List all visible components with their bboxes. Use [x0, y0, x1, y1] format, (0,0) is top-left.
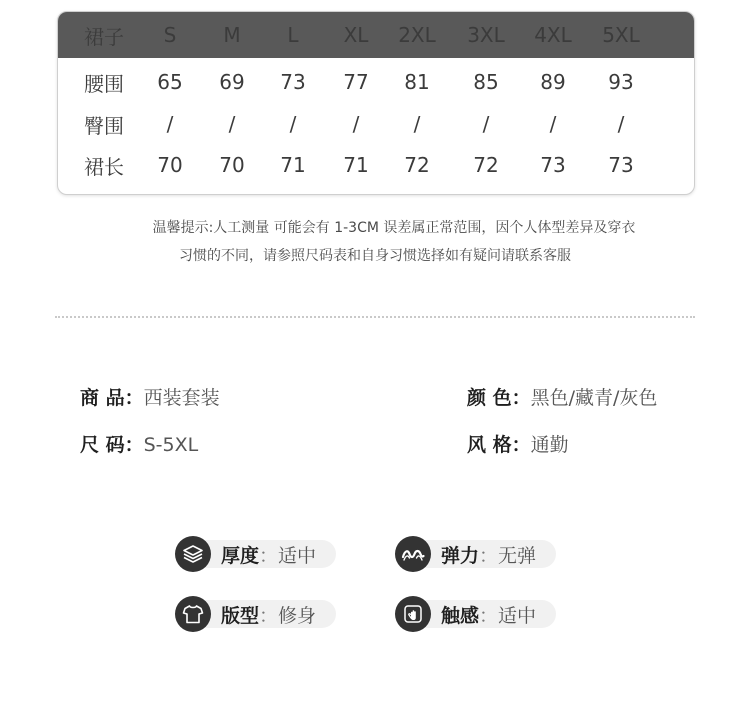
attr-thickness — [175, 537, 316, 571]
layers-icon — [175, 536, 211, 572]
info-product — [80, 386, 220, 410]
table-cell: / — [413, 112, 421, 136]
header-cell: M — [223, 23, 241, 47]
info-label: 商 品： — [80, 387, 144, 409]
info-style — [467, 433, 569, 457]
table-cell: / — [352, 112, 360, 136]
attr-text: 触感：适中 — [441, 604, 537, 627]
table-cell: 85 — [473, 70, 499, 94]
info-label: 尺 码： — [80, 434, 144, 456]
table-row-waist — [58, 62, 694, 102]
table-cell: / — [289, 112, 297, 136]
tips-line: 习惯的不同，请参照尺码表和自身习惯选择如有疑问请联系客服 — [179, 248, 571, 264]
table-cell: 89 — [540, 70, 566, 94]
measurement-tips — [0, 214, 750, 270]
header-cell: L — [287, 23, 299, 47]
attr-label: 弹力 — [441, 544, 480, 567]
attr-touch — [395, 597, 536, 631]
info-value: 西装套装 — [143, 387, 220, 409]
table-row-hip — [58, 104, 694, 144]
table-cell: / — [617, 112, 625, 136]
attr-fit — [175, 597, 316, 631]
header-cell: S — [163, 23, 177, 47]
table-cell: 腰围 — [84, 71, 124, 96]
info-color — [467, 386, 657, 410]
table-cell: / — [549, 112, 557, 136]
table-cell: 93 — [608, 70, 634, 94]
dotted-divider — [55, 316, 695, 318]
attr-value: 无弹 — [498, 544, 537, 567]
table-cell: 臀围 — [84, 113, 124, 138]
attr-value: 适中 — [278, 544, 317, 567]
hand-touch-icon — [395, 596, 431, 632]
header-cell: 3XL — [467, 23, 505, 47]
table-row-length — [58, 145, 694, 185]
table-cell: 72 — [404, 153, 430, 177]
info-size — [80, 433, 198, 457]
header-cell: 2XL — [398, 23, 436, 47]
attr-label: 触感 — [441, 604, 480, 627]
attr-label: 版型 — [221, 604, 260, 627]
table-cell: 71 — [280, 153, 306, 177]
attr-value: 适中 — [498, 604, 537, 627]
info-label: 颜 色： — [467, 387, 531, 409]
attr-label: 厚度 — [221, 544, 260, 567]
attr-value: 修身 — [278, 604, 317, 627]
size-table-header — [58, 12, 694, 58]
header-cell: XL — [343, 23, 369, 47]
attr-text: 厚度：适中 — [221, 544, 317, 567]
table-cell: / — [228, 112, 236, 136]
tshirt-icon — [175, 596, 211, 632]
tips-line: 温馨提示:人工测量 可能会有 1-3CM 误差属正常范围，因个人体型差异及穿衣 — [152, 220, 636, 236]
header-cell: 裙子 — [84, 24, 124, 49]
attr-text: 弹力：无弹 — [441, 544, 537, 567]
header-cell: 5XL — [602, 23, 640, 47]
table-cell: 65 — [157, 70, 183, 94]
info-value: 通勤 — [530, 434, 569, 456]
table-cell: 71 — [343, 153, 369, 177]
table-cell: 72 — [473, 153, 499, 177]
size-table — [57, 11, 695, 195]
table-cell: 73 — [608, 153, 634, 177]
table-cell: 81 — [404, 70, 430, 94]
table-cell: 70 — [157, 153, 183, 177]
attr-elasticity — [395, 537, 536, 571]
header-cell: 4XL — [534, 23, 572, 47]
info-label: 风 格： — [467, 434, 531, 456]
info-value: 黑色/藏青/灰色 — [530, 387, 658, 409]
table-cell: / — [482, 112, 490, 136]
wave-icon — [395, 536, 431, 572]
table-cell: 73 — [540, 153, 566, 177]
attr-text: 版型：修身 — [221, 604, 317, 627]
table-cell: 裙长 — [84, 154, 124, 179]
table-cell: 73 — [280, 70, 306, 94]
info-value: S-5XL — [143, 434, 199, 456]
table-cell: 69 — [219, 70, 245, 94]
table-cell: 77 — [343, 70, 369, 94]
table-cell: 70 — [219, 153, 245, 177]
table-cell: / — [166, 112, 174, 136]
